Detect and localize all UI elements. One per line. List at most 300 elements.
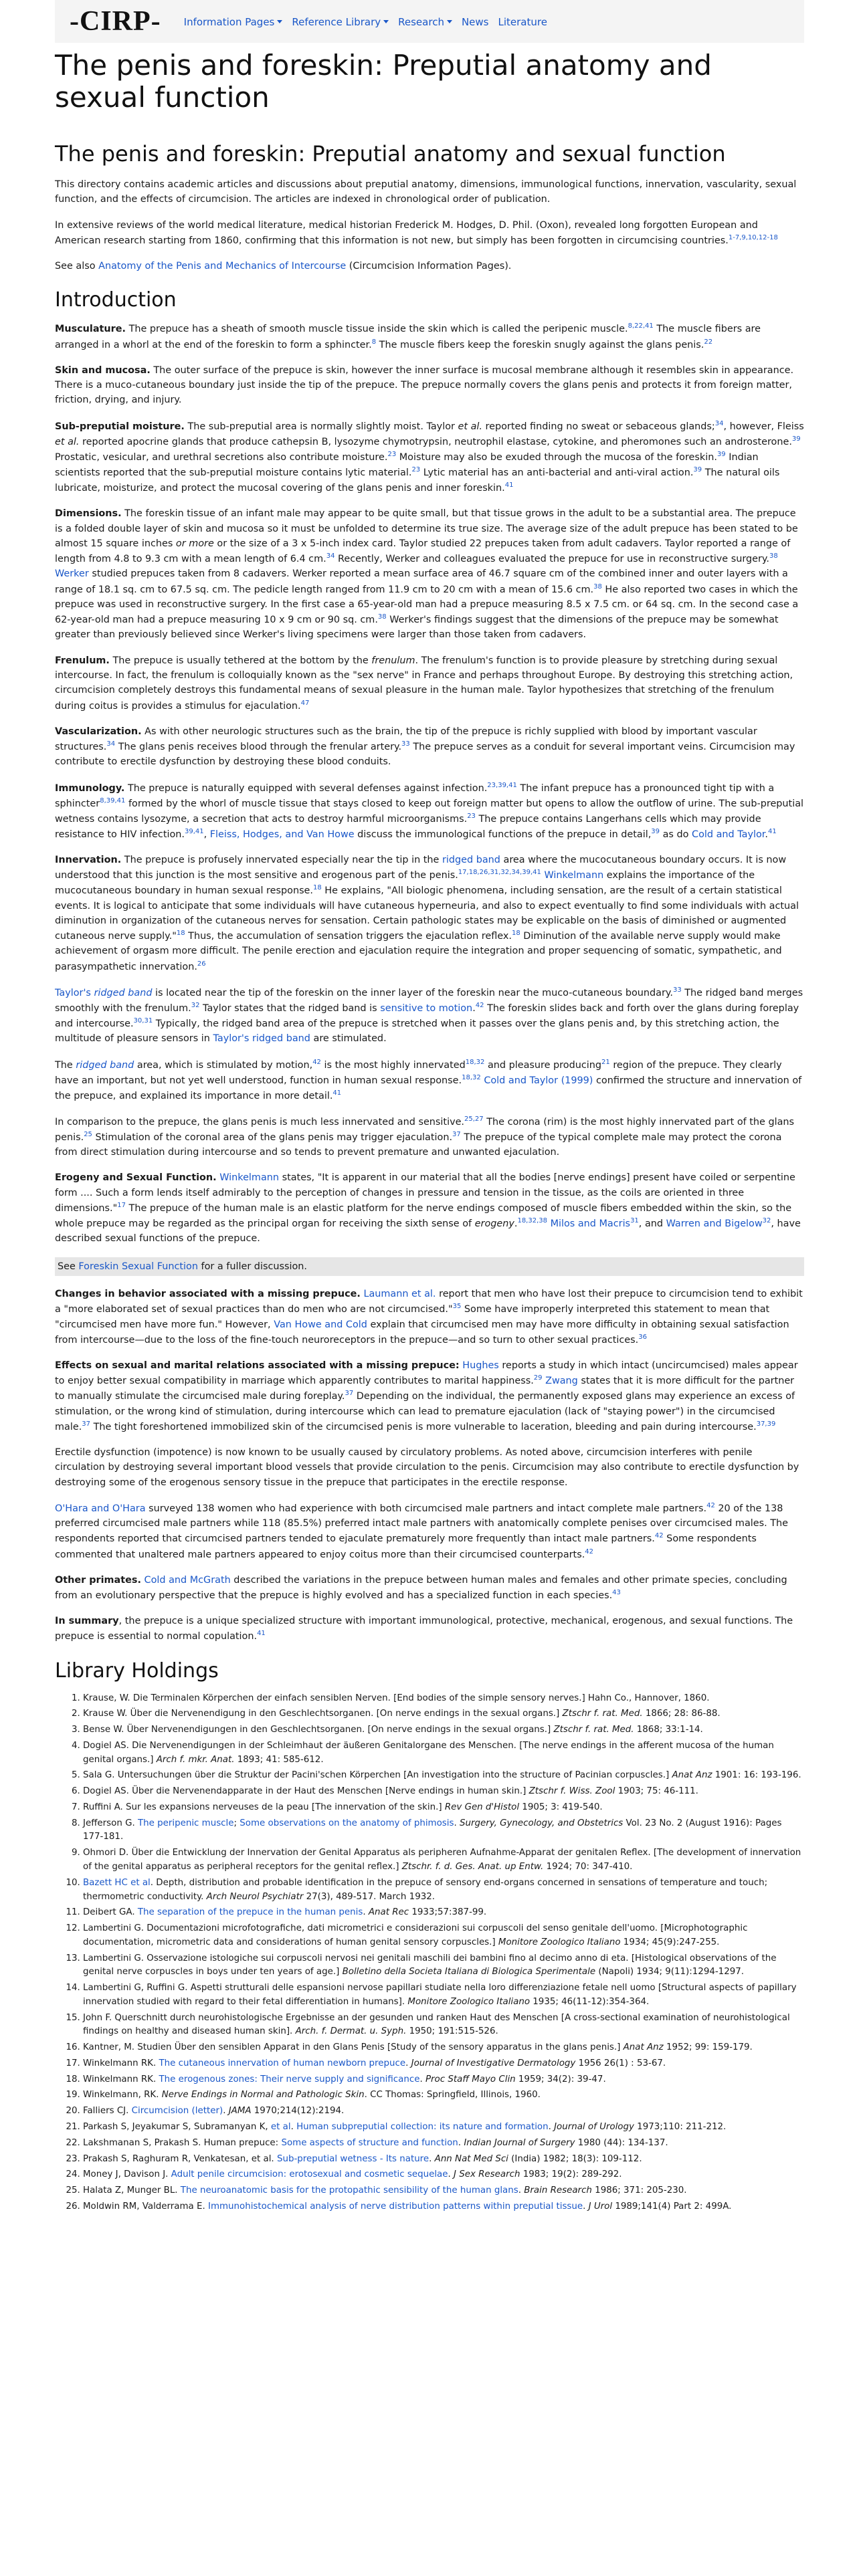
- citation-superscript[interactable]: 39,41: [184, 827, 204, 835]
- text-run: .: [448, 2169, 454, 2180]
- text-run: The muscle fibers keep the foreskin snugly against the glans penis.: [376, 339, 704, 350]
- inline-link[interactable]: The erogenous zones: Their nerve supply and significance: [159, 2074, 420, 2084]
- intro-section: [55, 177, 804, 274]
- italic-run: Arch f. mkr. Anat.: [156, 1754, 235, 1765]
- citation-superscript[interactable]: 39: [693, 466, 702, 474]
- text-run: Jefferson G.: [83, 1818, 138, 1828]
- citation-superscript[interactable]: 42: [475, 1001, 484, 1009]
- text-run: 1986; 371: 205-230.: [591, 2185, 687, 2196]
- italic-run: Indian Journal of Surgery: [464, 2137, 575, 2148]
- citation-superscript[interactable]: 42: [312, 1058, 321, 1066]
- citation-superscript[interactable]: 42: [706, 1501, 715, 1509]
- section-paragraph: [55, 1114, 804, 1160]
- text-run: explain that circumcised men may have more difficulty in obtaining sexual satisfaction from intercourse—due to the loss of the fine-touch neuroreceptors in the prepuce—and so turn to other sexual practices.: [55, 1319, 789, 1346]
- text-run: 1956 26(1) : 53-67.: [575, 2058, 666, 2068]
- section-paragraph: [55, 853, 804, 974]
- citation-superscript[interactable]: 17,18,26,31,32,34,39,41: [458, 869, 541, 877]
- inline-link[interactable]: Warren and Bigelow: [666, 1218, 763, 1230]
- text-run: Lambertini G. Documentazioni microfotografiche, dati micrometrici e considerazioni sui corpuscoli del senso genitale dell'uomo. [Microphotographic documentation, micrometric data and considerations of human genital sensory corpuscles.]: [83, 1923, 748, 1947]
- nav-menu: [184, 15, 557, 28]
- inline-link[interactable]: Winkelmann: [219, 1172, 280, 1184]
- italic-run: Ztschr. f. d. Ges. Anat. up Entw.: [401, 1862, 544, 1872]
- text-run: Deibert GA.: [83, 1907, 138, 1918]
- text-run: report that men who have lost their prepuce to circumcision tend to exhibit a "more elaborated set of sexual practices than do men who are not circumcised.": [55, 1289, 803, 1315]
- run-in-heading: Dimensions.: [55, 508, 122, 520]
- inline-link[interactable]: ridged band: [76, 1059, 134, 1071]
- text-run: He also reported two cases in which the prepuce was used in reconstructive surgery. In the first case a 65-year-old man had a prepuce measuring 8.5 x 7.5 cm. or 64 sq. cm. In the second case a 62-year-old man had a prepuce measuring 10 x 9 cm or 90 sq. cm.: [55, 584, 799, 625]
- citation-superscript[interactable]: 37: [82, 1420, 90, 1428]
- text-run: ;: [233, 1818, 240, 1828]
- citation-superscript[interactable]: 38: [377, 613, 387, 621]
- text-run: states, "It is apparent in our material that all the bodies [nerve endings] present have coiled or serpentine form .... Such a form lends itself admirably to the perception of changes in pressure and tension in the tissue, as the coils are oriented in three dimensions.": [55, 1172, 795, 1214]
- intro-paragraph: [55, 218, 804, 248]
- text-run: The prepuce is usually tethered at the bottom by the: [109, 655, 372, 666]
- text-run: 1901: 16: 193-196.: [712, 1770, 801, 1781]
- text-run: The prepuce contains Langerhans cells which may provide resistance to HIV infection.: [55, 813, 761, 840]
- text-run: 1970;214(12):2194.: [251, 2106, 345, 2117]
- anatomy-sections: [55, 321, 804, 1246]
- text-run: Stimulation of the coronal area of the glans penis may trigger ejaculation.: [92, 1132, 453, 1143]
- text-run: The prepuce has a sheath of smooth muscle tissue inside the skin which is called the peripenic muscle.: [126, 324, 628, 335]
- inline-link[interactable]: sensitive to motion: [380, 1002, 473, 1014]
- reference-item: [83, 2041, 804, 2055]
- citation-superscript[interactable]: 37: [452, 1131, 461, 1139]
- run-in-heading: Vascularization.: [55, 726, 142, 737]
- text-run: Parkash S, Jeyakumar S, Subramanyan K,: [83, 2122, 271, 2133]
- text-run: discuss the immunological functions of the prepuce in detail,: [354, 829, 652, 840]
- reference-item: [83, 2012, 804, 2040]
- text-run: The tight foreshortened immobilized skin of the circumcised penis is more vulnerable to laceration, bleeding and pain during intercourse.: [90, 1421, 757, 1432]
- inline-link[interactable]: Sub-preputial wetness - Its nature: [276, 2153, 430, 2164]
- text-run: states that it is more difficult for the partner to manually stimulate the circumcised male during foreplay.: [55, 1376, 795, 1402]
- italic-run: Ztschr f. Wiss. Zool: [529, 1786, 615, 1797]
- inline-link[interactable]: Werker: [55, 568, 89, 580]
- text-run: .: [419, 2074, 425, 2084]
- inline-link[interactable]: Anatomy of the Penis and Mechanics of Intercourse: [98, 261, 347, 272]
- text-run: Krause W. Über die Nervenendigung in den Geschlechtsorganen. [On nerve endings in the sexual organs.]: [83, 1709, 563, 1719]
- inline-link[interactable]: The separation of the prepuce in the human penis: [137, 1907, 363, 1918]
- section-paragraph: [55, 724, 804, 770]
- nav-item-information-pages[interactable]: Information Pages: [184, 16, 283, 28]
- nav-item-reference-library[interactable]: Reference Library: [292, 16, 389, 28]
- text-run: .: [514, 1218, 518, 1230]
- citation-superscript[interactable]: 42: [585, 1547, 593, 1555]
- italic-run: Anat Rec: [368, 1907, 409, 1918]
- chevron-down-icon: [383, 20, 389, 23]
- text-run: .: [223, 2106, 229, 2117]
- citation-superscript[interactable]: 38: [769, 552, 778, 560]
- library-holdings-heading: Library Holdings: [55, 1658, 219, 1683]
- citation-superscript[interactable]: 39: [651, 827, 660, 835]
- page-title: The penis and foreskin: Preputial anatomy and sexual function: [55, 49, 712, 114]
- text-run: Moisture may also be exuded through the mucosa of the foreskin.: [396, 451, 717, 463]
- text-run: Vol. 23 No. 2 (August 1916): Pages 177-181.: [83, 1818, 782, 1842]
- text-run: Sala G. Untersuchungen über die Struktur der Pacini'schen Körperchen [An investigation into the structure of Pacinian corpuscles.]: [83, 1770, 672, 1781]
- text-run: This directory contains academic articles and discussions about preputial anatomy, dimensions, immunological functions, innervation, vascularity, sexual function, and the effects of circumcision. The articles are indexed in chronological order of publication.: [55, 179, 797, 205]
- italic-run: Surgery, Gynecology, and Obstetrics: [459, 1818, 624, 1828]
- inline-link[interactable]: Milos and Macris: [550, 1218, 631, 1230]
- citation-superscript[interactable]: 34: [714, 419, 724, 427]
- citation-superscript[interactable]: 38: [593, 582, 602, 591]
- text-run: Recently, Werker and colleagues evaluated the prepuce for use in reconstructive surgery.: [335, 554, 769, 565]
- citation-superscript[interactable]: 23,39,41: [487, 781, 517, 789]
- inline-link[interactable]: Bazett HC et al: [83, 1877, 151, 1888]
- text-run: Dogiel AS. Die Nervenendigungen in der Schleimhaut der äußeren Genitalorgane des Menschen. [The nerve endings in the afferent mucosa of the human genital organs.]: [83, 1740, 774, 1765]
- text-run: The natural oils lubricate, moisturize, and protect the mucosal covering of the glans penis and inner foreskin.: [55, 467, 780, 494]
- text-run: .: [454, 1818, 460, 1828]
- text-run: .: [429, 2153, 435, 2164]
- text-run: .: [458, 2137, 464, 2148]
- inline-link[interactable]: Cold and Taylor: [692, 829, 765, 840]
- inline-link[interactable]: Foreskin Sexual Function: [78, 1261, 198, 1272]
- reference-list: [55, 1692, 804, 2214]
- text-run: .: [518, 2185, 524, 2196]
- intro-paragraph: [55, 259, 804, 274]
- inline-link[interactable]: Hughes: [462, 1360, 499, 1371]
- citation-superscript[interactable]: 34: [326, 552, 335, 560]
- inline-link[interactable]: Fleiss, Hodges, and Van Howe: [209, 829, 355, 840]
- citation-superscript[interactable]: 41: [504, 481, 514, 490]
- reference-item: [83, 1801, 804, 1815]
- inline-link[interactable]: Van Howe and Cold: [274, 1319, 367, 1330]
- text-run: 1950; 191:515-526.: [406, 2026, 498, 2037]
- citation-superscript[interactable]: 41: [332, 1089, 342, 1097]
- italic-run: Arch. f. Dermat. u. Syph.: [295, 2026, 407, 2037]
- italic-run: Anat Anz: [672, 1770, 712, 1781]
- section-paragraph: [55, 1614, 804, 1644]
- text-run: In extensive reviews of the world medical literature, medical historian Frederick M. Hodges, D. Phil. (Oxon), revealed long forgotten European and American research starting from 1860, confirming that this information is not new, but simply has been forgotten in circumcising countries.: [55, 219, 758, 246]
- citation-superscript[interactable]: 32: [191, 1001, 200, 1009]
- citation-superscript[interactable]: 18,32: [462, 1073, 481, 1081]
- reference-item: [83, 2137, 804, 2151]
- inline-link[interactable]: Cold and McGrath: [144, 1574, 231, 1586]
- run-in-heading: Skin and mucosa.: [55, 364, 151, 376]
- nav-item-research[interactable]: Research: [398, 16, 452, 28]
- reference-item: [83, 1707, 804, 1721]
- reference-item: [83, 2184, 804, 2198]
- citation-superscript[interactable]: 8,39,41: [100, 796, 126, 804]
- reference-item: [83, 2168, 804, 2182]
- text-run: The corona (rim) is the most highly innervated part of the glans penis.: [55, 1116, 795, 1143]
- text-run: Typically, the ridged band area of the prepuce is stretched when it passes over the glans penis and, by this stretching action, the multitude of pleasure sensors in: [55, 1018, 779, 1045]
- citation-superscript[interactable]: 39: [717, 450, 726, 458]
- text-run: Erectile dysfunction (impotence) is now known to be usually caused by circulatory problems. As noted above, circumcision interferes with penile circulation by destroying several important blood vessels that provide circulation to the penis. Circumcision may also contribute to erectile dysfunction by destroying some of the erogenous sensory tissue in the prepuce that participates in the erectile response.: [55, 1446, 799, 1488]
- reference-item: [83, 1692, 804, 1706]
- text-run: area where the mucocutaneous boundary occurs. It is now understood that this junction is the most sensitive and erogenous part of the penis.: [55, 855, 787, 881]
- text-run: (Circumcision Information Pages).: [346, 261, 512, 272]
- citation-superscript[interactable]: 37: [345, 1390, 354, 1398]
- text-run: or the size of a 3 x 5-inch index card. Taylor studied 22 prepuces taken from adult cadavers. Taylor reported a range of length from 4.8 to 9.3 cm with a mean length of 6.4 cm.: [55, 538, 791, 565]
- text-run: , however, Fleiss: [723, 421, 804, 432]
- text-run: .: [548, 2122, 555, 2133]
- citation-superscript[interactable]: 18: [313, 884, 322, 892]
- text-run: The prepuce serves as a conduit for several important veins. Circumcision may contribute to erectile dysfunction by destroying these blood conduits.: [55, 741, 795, 768]
- text-run: Kantner, M. Studien Über den sensiblen Apparat in den Glans Penis [Study of the sensory apparatus in the glans penis.]: [83, 2042, 624, 2053]
- text-run: are stimulated.: [310, 1033, 387, 1045]
- citation-superscript[interactable]: 8,22,41: [628, 322, 654, 330]
- citation-superscript[interactable]: 18,32,38: [517, 1217, 547, 1225]
- text-run: The outer surface of the prepuce is skin, however the inner surface is mucosal membrane although it resembles skin in appearance. There is a muco-cutaneous boundary just inside the tip of the prepuce. The prepuce normally covers the glans penis and protects it from foreign matter, friction, drying, and injury.: [55, 364, 794, 406]
- text-run: (India) 1982; 18(3): 109-112.: [508, 2153, 642, 2164]
- text-run: area, which is stimulated by motion,: [134, 1059, 313, 1071]
- italic-run: frenulum: [371, 655, 415, 666]
- inline-link[interactable]: The peripenic muscle: [137, 1818, 234, 1828]
- text-run: Winkelmann RK.: [83, 2058, 159, 2068]
- inline-link[interactable]: The neuroanatomic basis for the protopathic sensibility of the human glans: [180, 2185, 518, 2196]
- chevron-down-icon: [277, 20, 282, 23]
- text-run: .: [583, 2201, 589, 2212]
- nav-item-news[interactable]: News: [461, 15, 489, 28]
- text-run: .: [290, 2122, 297, 2133]
- section-paragraph: [55, 1287, 804, 1348]
- inline-link[interactable]: The cutaneous innervation of human newborn prepuce: [159, 2058, 406, 2068]
- site-logo[interactable]: -CIRP-: [70, 6, 161, 37]
- run-in-heading: Sub-preputial moisture.: [55, 421, 185, 432]
- inline-link[interactable]: Immunohistochemical analysis of nerve distribution patterns within preputial tissue: [208, 2201, 583, 2212]
- text-run: 1924; 70: 347-410.: [543, 1862, 633, 1872]
- nav-item-literature[interactable]: Literature: [498, 15, 547, 28]
- text-run: . The frenulum's function is to provide pleasure by stretching during sexual intercourse. In fact, the frenulum is colloquially known as the "sex nerve" in France and perhaps throughout Europe. By destroying this stretching action, circumcision completely destroys this fundamental means of sexual pleasure in the human male. Taylor hypothesizes that stretching of the frenulum during coitus is provides a stimulus for ejaculation.: [55, 655, 793, 712]
- run-in-heading: Immunology.: [55, 782, 125, 794]
- reference-item: [83, 1876, 804, 1905]
- citation-superscript[interactable]: 25: [84, 1131, 92, 1139]
- text-run: , and: [638, 1218, 666, 1230]
- text-run: surveyed 138 women who had experience with both circumcised male partners and intact complete male partners.: [145, 1503, 707, 1514]
- inline-link[interactable]: Cold and Taylor (1999): [484, 1075, 593, 1086]
- citation-superscript[interactable]: 33: [401, 740, 410, 748]
- citation-superscript[interactable]: 41: [767, 827, 777, 835]
- citation-superscript[interactable]: 22: [704, 338, 713, 346]
- text-run: The glans penis receives blood through the frenular artery.: [115, 741, 402, 752]
- citation-superscript[interactable]: 8: [371, 338, 377, 346]
- text-run: for a fuller discussion.: [197, 1261, 307, 1272]
- inline-link[interactable]: Winkelmann: [544, 870, 604, 881]
- text-run: 1959; 34(2): 39-47.: [515, 2074, 606, 2084]
- citation-superscript[interactable]: 25,27: [464, 1115, 484, 1123]
- text-run: . Depth, distribution and probable identification in the prepuce of sensory end-organs concerned in sensations of temperature and touch; thermometric conductivity.: [83, 1877, 768, 1902]
- text-run: Winkelmann RK.: [83, 2074, 159, 2084]
- see-also-bar: [55, 1257, 804, 1276]
- inline-link[interactable]: ridged band: [442, 855, 500, 866]
- text-run: Bense W. Über Nervenendigungen in den Geschlechtsorganen. [On nerve endings in the sexual organs.]: [83, 1725, 554, 1735]
- text-run: Krause, W. Die Terminalen Körperchen der einfach sensiblen Nerven. [End bodies of the simple sensory nerves.] Hahn Co., Hannover, 1860.: [83, 1693, 710, 1703]
- text-run: 1903; 75: 46-111.: [615, 1786, 698, 1797]
- text-run: Lytic material has an anti-bacterial and anti-viral action.: [420, 467, 694, 478]
- text-run: Ruffini A. Sur les expansions nerveuses de la peau [The innervation of the skin.]: [83, 1802, 445, 1812]
- reference-item: [83, 1769, 804, 1783]
- run-in-heading: Other primates.: [55, 1574, 141, 1586]
- text-run: The infant prepuce has a pronounced tight tip with a sphincter: [55, 782, 775, 809]
- citation-superscript[interactable]: 41: [257, 1630, 266, 1638]
- citation-superscript[interactable]: 36: [638, 1333, 647, 1341]
- section-paragraph: [55, 1057, 804, 1103]
- text-run: (Napoli) 1934; 9(11):1294-1297.: [595, 1967, 745, 1977]
- text-run: 1893; 41: 585-612.: [234, 1754, 324, 1765]
- italic-run: J Sex Research: [454, 2169, 520, 2180]
- citation-superscript[interactable]: 43: [612, 1589, 621, 1596]
- citation-superscript[interactable]: 17: [117, 1202, 126, 1210]
- citation-superscript[interactable]: 26: [197, 960, 206, 968]
- citation-superscript[interactable]: 37,39: [756, 1420, 776, 1428]
- citation-superscript[interactable]: 18: [511, 930, 520, 938]
- italic-run: Brain Research: [524, 2185, 592, 2196]
- italic-run: Proc Staff Mayo Clin: [425, 2074, 516, 2084]
- reference-item: [83, 2088, 804, 2103]
- inline-link[interactable]: Zwang: [545, 1376, 578, 1387]
- italic-run: Bolletino della Societa Italiana di Biologica Sperimentale: [342, 1967, 596, 1977]
- citation-superscript[interactable]: 47: [300, 699, 310, 707]
- text-run: Thus, the accumulation of sensation triggers the ejaculation reflex.: [185, 931, 512, 942]
- text-run: Ohmori D. Über die Entwicklung der Innervation der Genital Apparatus als peripheren Aufnahme-Apparat der genitalen Reflex. [The development of innervation of the genital apparatus as peripheral receptors for the genital reflex.]: [83, 1848, 801, 1872]
- text-run: 1973;110: 211-212.: [634, 2122, 727, 2133]
- text-run: . CC Thomas: Springfield, Illinois, 1960.: [364, 2090, 541, 2101]
- text-run: Prakash S, Raghuram R, Venkatesan, et al.: [83, 2153, 277, 2164]
- inline-link[interactable]: Laumann et al.: [363, 1289, 436, 1300]
- citation-superscript[interactable]: 33: [672, 986, 682, 994]
- text-run: 20 of the 138 preferred circumcised male partners while 118 (85.5%) preferred intact male partners with anatomically complete penises over circumcised males. The respondents reported that circumcised partners tended to ejaculate prematurely more frequently than intact male partners.: [55, 1503, 789, 1545]
- inline-link[interactable]: Human subpreputial collection: its nature and formation: [296, 2122, 549, 2133]
- italic-run: et al.: [458, 421, 482, 432]
- text-run: .: [472, 1002, 476, 1014]
- text-run: .: [363, 1907, 369, 1918]
- inline-link[interactable]: O'Hara and O'Hara: [55, 1503, 146, 1514]
- run-in-heading: Effects on sexual and marital relations associated with a missing prepuce:: [55, 1360, 460, 1371]
- text-run: The foreskin slides back and forth over the glans during foreplay and intercourse.: [55, 1002, 799, 1029]
- italic-run: Monitore Zoologico Italiano: [407, 1996, 531, 2007]
- inline-link[interactable]: ridged band: [94, 987, 153, 998]
- citation-superscript[interactable]: 31: [630, 1217, 639, 1225]
- article-title: The penis and foreskin: Preputial anatomy and sexual function: [55, 140, 726, 167]
- inline-link[interactable]: Taylor's ridged band: [213, 1033, 310, 1045]
- run-in-heading: Erogeny and Sexual Function.: [55, 1172, 217, 1184]
- text-run: John F. Querschnitt durch neurohistologische Ergebnisse an der gesunden und ranken Haut des Menschen [A cross-sectional examination of neurohistological findings on healthy and diseased human skin].: [83, 2012, 790, 2037]
- text-run: formed by the whorl of muscle tissue that stays closed to keep out foreign matter but opens to allow the outflow of urine. The sub-preputial wetness contains lysozyme, a secretion that acts to destroy harmful microorganisms.: [55, 798, 804, 825]
- italic-run: J Urol: [588, 2201, 613, 2212]
- text-run: He explains, "All biologic phenomena, including sensation, are the result of a certain statistical events. It is logical to anticipate that some individuals will have cutaneous hyperneuria, and also to expect eventually to find some individuals with actual diminution in organization of the cutaneous nerves for sensation. Certain pathologic states may be explicable on the basis of diminished or augmented cutaneous nerve supply.": [55, 885, 799, 942]
- text-run: described the variations in the prepuce between human males and females and other primate species, concluding from an evolutionary perspective that the prepuce is highly evolved and has a specialized function in each species.: [55, 1574, 787, 1601]
- text-run: The muscle fibers are arranged in a whorl at the end of the foreskin to form a sphincter.: [55, 324, 761, 350]
- function-sections: [55, 1287, 804, 1644]
- citation-superscript[interactable]: 23: [387, 450, 397, 458]
- text-run: The ridged band merges smoothly with the frenulum.: [55, 987, 803, 1014]
- reference-item: [83, 1906, 804, 1920]
- text-run: 1989;141(4) Part 2: 499A.: [612, 2201, 732, 2212]
- reference-item: [83, 2200, 804, 2214]
- reference-item: [83, 1846, 804, 1874]
- text-run: 27(3), 489-517. March 1932.: [303, 1891, 436, 1902]
- section-paragraph: [55, 321, 804, 352]
- text-run: In comparison to the prepuce, the glans penis is much less innervated and sensitive.: [55, 1116, 465, 1128]
- text-run: 1980 (44): 134-137.: [575, 2137, 668, 2148]
- text-run: The foreskin tissue of an infant male may appear to be quite small, but that tissue grows in the adult to be a substantial area. The prepuce is a folded double layer of skin and mucosa so it must be unfolded to determine its true size. The average size of the adult prepuce has been stated to be almost 15 square inches: [55, 508, 798, 549]
- inline-link[interactable]: Some aspects of structure and function: [281, 2137, 458, 2148]
- text-run: The prepuce of the human male is an elastic platform for the nerve endings composed of muscle fibers embedded within the skin, so the whole prepuce may be regarded as the principal organ for receiving the sixth sense of: [55, 1202, 792, 1230]
- text-run: The prepuce of the typical complete male may protect the corona from direct stimulation during intercourse and so tends to prevent premature and unwanted ejaculation.: [55, 1132, 782, 1158]
- text-run: region of the prepuce. They clearly have an important, but not yet well understood, function in human sexual response.: [55, 1059, 782, 1086]
- reference-item: [83, 1723, 804, 1737]
- inline-link[interactable]: Some observations on the anatomy of phimosis: [240, 1818, 454, 1828]
- text-run: explains the importance of the mucocutaneous boundary in human sexual response.: [55, 870, 755, 897]
- inline-link[interactable]: Circumcision (letter): [131, 2106, 223, 2117]
- text-run: 1935; 46(11-12):354-364.: [530, 1996, 650, 2007]
- text-run: Moldwin RM, Valderrama E.: [83, 2201, 208, 2212]
- citation-superscript[interactable]: 30,31: [133, 1017, 153, 1025]
- text-run: reports a study in which intact (uncircumcised) males appear to enjoy better sexual compatibility in marriage which apparently contributes to marital happiness.: [55, 1360, 798, 1387]
- reference-item: [83, 1981, 804, 2010]
- text-run: 1934; 45(9):247-255.: [620, 1937, 720, 1947]
- text-run: and pleasure producing: [484, 1059, 602, 1071]
- run-in-heading: Frenulum.: [55, 655, 110, 666]
- text-run: Money J, Davison J.: [83, 2169, 171, 2180]
- inline-link[interactable]: et al: [270, 2122, 291, 2133]
- text-run: 1866; 28: 86-88.: [642, 1709, 721, 1719]
- text-run: Werker's findings suggest that the dimensions of the prepuce may be somewhat greater than previously believed since Werker's living specimens were larger than those taken from cadavers.: [55, 614, 779, 641]
- section-paragraph: [55, 1501, 804, 1562]
- run-in-heading: In summary: [55, 1616, 119, 1627]
- citation-superscript[interactable]: 23: [467, 812, 476, 820]
- citation-superscript[interactable]: 18,32: [465, 1058, 485, 1066]
- section-paragraph: [55, 653, 804, 714]
- text-run: reported apocrine glands that produce cathepsin B, lysozyme chymotrypsin, neutrophil elastase, cytokine, and pheromones such an androsterone.: [79, 436, 792, 447]
- italic-run: Nerve Endings in Normal and Pathologic Skin: [161, 2090, 365, 2101]
- citation-superscript[interactable]: 18: [176, 930, 185, 938]
- reference-item: [83, 1817, 804, 1845]
- italic-run: Journal of Investigative Dermatology: [411, 2058, 576, 2068]
- run-in-heading: Innervation.: [55, 855, 122, 866]
- section-paragraph: [55, 780, 804, 843]
- text-run: Lambertini G. Osservazione istologiche sui corpuscoli nervosi nei genitali maschili dei bambini fino al decimo anno di eta. [Histological observations of the genital nerve corpuscles in boys under ten years of age.]: [83, 1953, 777, 1977]
- inline-link[interactable]: Taylor's: [55, 987, 94, 998]
- citation-superscript[interactable]: 29: [533, 1374, 543, 1382]
- text-run: .: [405, 2058, 411, 2068]
- citation-superscript[interactable]: 32: [762, 1217, 771, 1225]
- chevron-down-icon: [447, 20, 452, 23]
- citation-superscript[interactable]: 21: [601, 1058, 610, 1066]
- text-run: , have described sexual functions of the prepuce.: [55, 1218, 801, 1245]
- text-run: ,: [203, 829, 210, 840]
- citation-superscript[interactable]: 35: [452, 1303, 462, 1311]
- section-paragraph: [55, 363, 804, 408]
- reference-item: [83, 2105, 804, 2119]
- text-run: See also: [55, 261, 99, 272]
- run-in-heading: Musculature.: [55, 324, 126, 335]
- text-run: is located near the tip of the foreskin on the inner layer of the foreskin near the muco-cutaneous boundary.: [152, 987, 673, 998]
- reference-item: [83, 2073, 804, 2087]
- text-run: 1868; 33:1-14.: [634, 1725, 703, 1735]
- citation-superscript[interactable]: 1-7,9,10,12-18: [728, 233, 778, 241]
- text-run: Indian scientists reported that the sub-preputial moisture contains lytic material.: [55, 451, 759, 478]
- text-run: 1983; 19(2): 289-292.: [520, 2169, 622, 2180]
- italic-run: or more: [175, 538, 214, 549]
- reference-item: [83, 2121, 804, 2135]
- top-navbar: [55, 0, 804, 43]
- italic-run: erogeny: [474, 1218, 514, 1230]
- italic-run: Ztschr f. rat. Med.: [562, 1709, 643, 1719]
- section-paragraph: [55, 985, 804, 1047]
- text-run: Lambertini G, Ruffini G. Aspetti strutturali delle espansioni nervose papillari studiate nella loro differenziazione fetale nell uomo [Structural aspects of papillary innervation studied with regard to their fetal differentiation in humans].: [83, 1983, 797, 2007]
- citation-superscript[interactable]: 39: [791, 435, 801, 443]
- text-run: is the most highly innervated: [320, 1059, 466, 1071]
- citation-superscript[interactable]: 23: [411, 466, 421, 474]
- italic-run: Ztschr f. rat. Med.: [553, 1725, 634, 1735]
- italic-run: Journal of Urology: [554, 2122, 634, 2133]
- citation-superscript[interactable]: 42: [654, 1532, 664, 1540]
- introduction-heading: Introduction: [55, 288, 177, 312]
- inline-link[interactable]: Adult penile circumcision: erotosexual and cosmetic sequelae: [171, 2169, 448, 2180]
- text-run: Depending on the individual, the permanently exposed glans may experience an excess of stimulation, or the wrong kind of stimulation, during intercourse which can lead to premature ejaculation (lack of "staying power") in the circumcised male.: [55, 1391, 795, 1432]
- citation-superscript[interactable]: 34: [106, 740, 116, 748]
- text-run: as do: [660, 829, 692, 840]
